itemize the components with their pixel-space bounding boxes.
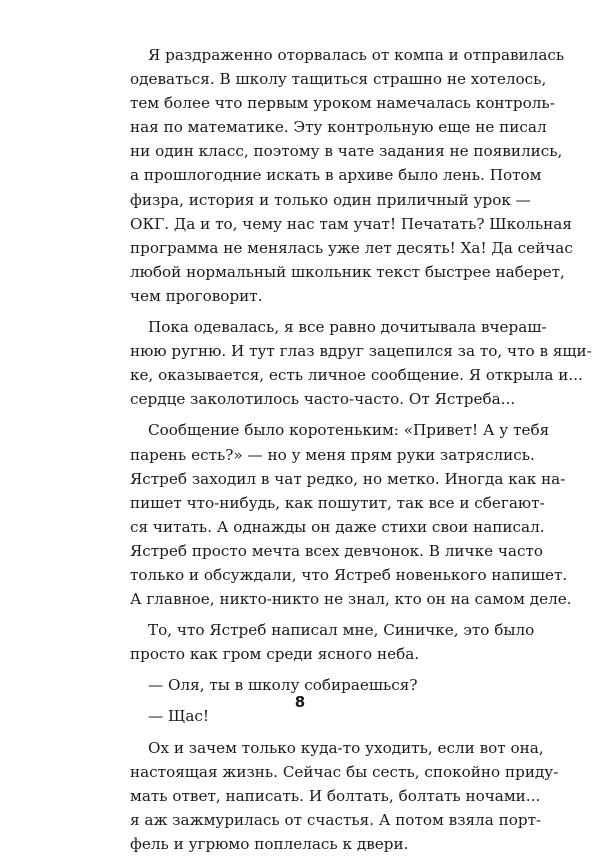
text-line: одеваться. В школу тащиться страшно не хотелось, xyxy=(130,70,547,89)
text-line: физра, история и только один приличный урок — xyxy=(130,190,531,209)
text-line: программа не менялась уже лет десять! Ха! Да сейчас xyxy=(130,238,573,257)
text-line: То, что Ястреб написал мне, Синичке, это было xyxy=(148,621,535,640)
text-line: ся читать. А однажды он даже стихи свои написал. xyxy=(130,517,545,536)
paragraph xyxy=(130,736,559,856)
text-line: ОКГ. Да и то, чему нас там учат! Печатать? Школьная xyxy=(130,214,572,233)
text-line: фель и угрюмо поплелась к двери. xyxy=(130,834,409,853)
text-line: Я раздраженно оторвалась от компа и отправилась xyxy=(148,46,565,64)
text-line: я аж зажмурилась от счастья. А потом взяла порт- xyxy=(130,810,542,829)
text-line: только и обсуждали, что Ястреб новенького напишет. xyxy=(130,565,568,584)
paragraph xyxy=(130,618,535,666)
text-line: настоящая жизнь. Сейчас бы сесть, спокойно приду- xyxy=(130,762,559,781)
text-line: нюю ругню. И тут глаз вдруг зацепился за то, что в ящи- xyxy=(130,342,592,361)
text-line: тем более что первым уроком намечалась контроль- xyxy=(130,94,555,113)
paragraph xyxy=(130,43,573,308)
text-line: — Оля, ты в школу собираешься? xyxy=(148,676,418,695)
text-line: пишет что-нибудь, как пошутит, так все и сбегают- xyxy=(130,493,545,512)
text-line: просто как гром среди ясного неба. xyxy=(130,645,420,664)
text-line: мать ответ, написать. И болтать, болтать ночами... xyxy=(130,786,541,805)
paragraph xyxy=(130,418,572,611)
text-line: ная по математике. Эту контрольную еще не писал xyxy=(130,118,547,137)
text-line: Ястреб просто мечта всех девчонок. В личке часто xyxy=(130,541,544,560)
text-line: любой нормальный школьник текст быстрее наберет, xyxy=(130,262,565,281)
text-line: а прошлогодние искать в архиве было лень. Потом xyxy=(130,166,542,185)
text-line: парень есть?» — но у меня прям руки затряслись. xyxy=(130,445,535,464)
text-line: ке, оказывается, есть личное сообщение. Я открыла и... xyxy=(130,366,583,385)
text-line: Сообщение было коротеньким: «Привет! А у тебя xyxy=(148,421,550,440)
text-line: Ястреб заходил в чат редко, но метко. Иногда как на- xyxy=(130,469,566,488)
text-line: сердце заколотилось часто-часто. От Ястреба... xyxy=(130,390,516,409)
text-line: — Щас! xyxy=(148,707,210,726)
text-line: А главное, никто-никто не знал, кто он на самом деле. xyxy=(130,590,572,609)
page-number: 8 xyxy=(294,693,306,711)
text-line: Ох и зачем только куда-то уходить, если вот она, xyxy=(148,738,544,757)
text-line: ни один класс, поэтому в чате задания не появились, xyxy=(130,142,563,161)
text-line: Пока одевалась, я все равно дочитывала вчераш- xyxy=(148,318,547,337)
paragraph xyxy=(130,315,592,411)
body-text xyxy=(130,43,592,863)
text-line: чем проговорит. xyxy=(130,286,263,305)
